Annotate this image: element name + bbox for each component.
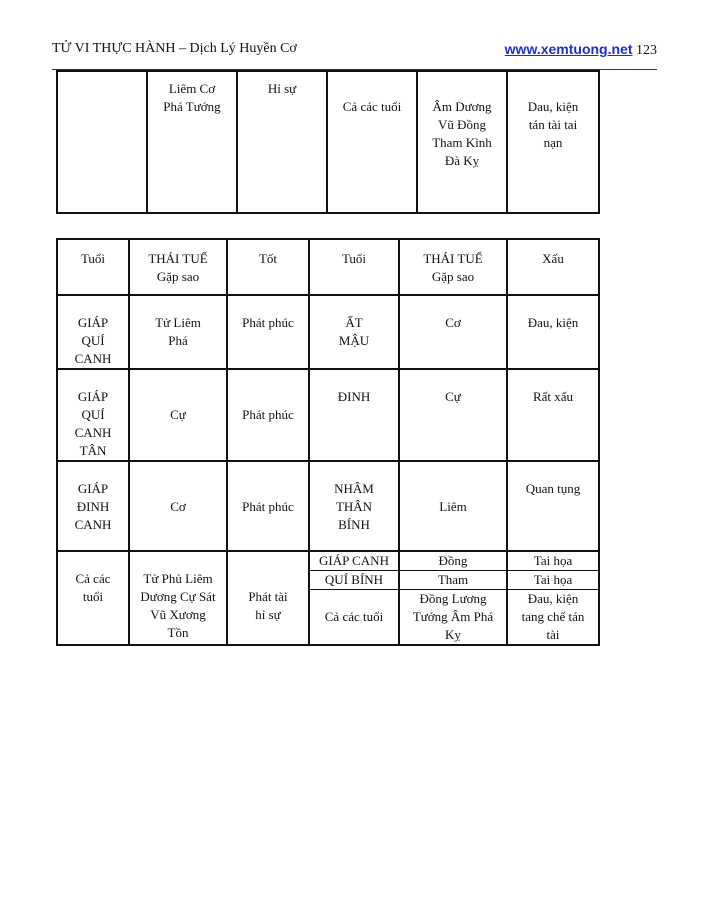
cell-good bbox=[237, 71, 327, 213]
cell-line: Liêm Cơ bbox=[168, 81, 216, 96]
cell-tot bbox=[227, 295, 309, 369]
cell-xau bbox=[507, 590, 599, 646]
cell-line: CANH bbox=[74, 517, 112, 532]
cell-line: Phát phúc bbox=[242, 407, 294, 422]
header-thai-tue-2 bbox=[399, 239, 507, 295]
cell-sao-2 bbox=[399, 369, 507, 461]
cell-tuoi bbox=[57, 295, 129, 369]
cell-tuoi bbox=[57, 369, 129, 461]
cell-sao bbox=[129, 551, 227, 645]
cell-line: TÂN bbox=[79, 443, 107, 458]
cell-line: THÂN bbox=[335, 499, 373, 514]
cell-line: Dau, kiện bbox=[527, 99, 579, 114]
cell-tuoi bbox=[57, 551, 129, 645]
cell-sao-2 bbox=[399, 295, 507, 369]
cell-stars bbox=[147, 71, 237, 213]
cell-line: Cả các bbox=[75, 571, 111, 586]
cell-line: Đồng Lương bbox=[419, 591, 487, 606]
cell-tuoi-2 bbox=[309, 295, 399, 369]
cell-line: ĐINH bbox=[337, 389, 371, 404]
table-row bbox=[57, 295, 599, 369]
cell-line: GIÁP bbox=[77, 389, 109, 404]
table-continued bbox=[56, 70, 600, 214]
cell-line: Tuổi bbox=[341, 251, 367, 266]
table-thai-tue bbox=[56, 238, 600, 646]
cell-line: Phát phúc bbox=[242, 315, 294, 330]
cell-line: GIÁP CANH bbox=[319, 553, 389, 568]
cell-line: Phát phúc bbox=[242, 499, 294, 514]
header-tot bbox=[227, 239, 309, 295]
cell-xau bbox=[507, 369, 599, 461]
header-tuoi bbox=[57, 239, 129, 295]
cell-line: tài bbox=[546, 627, 560, 642]
cell-sao-2 bbox=[399, 590, 507, 646]
cell-tot bbox=[227, 369, 309, 461]
website-link[interactable]: www.xemtuong.net bbox=[504, 41, 633, 57]
cell-line: Kỵ bbox=[445, 627, 461, 642]
cell-line: Hỉ sự bbox=[267, 81, 297, 96]
cell-line: Tai họa bbox=[533, 553, 573, 568]
table-row bbox=[57, 461, 599, 551]
cell-line: Vũ Đồng bbox=[437, 117, 487, 132]
cell-line: Cơ bbox=[170, 499, 186, 514]
cell-line: ẤT bbox=[345, 315, 363, 330]
cell-tuoi-2 bbox=[309, 369, 399, 461]
cell-line: Cơ bbox=[445, 315, 461, 330]
cell-line: Phá Tướng bbox=[163, 99, 221, 114]
cell-line: Gặp sao bbox=[156, 269, 200, 284]
cell-line: Tướng Âm Phá bbox=[412, 609, 494, 624]
cell-line: Âm Dương bbox=[432, 99, 492, 114]
cell-line: Đà Kỵ bbox=[444, 153, 480, 168]
cell-line: ĐINH bbox=[76, 499, 110, 514]
cell-sao bbox=[129, 295, 227, 369]
table-header-row bbox=[57, 239, 599, 295]
cell-line: Tử Liêm bbox=[155, 315, 201, 330]
cell-line: QUÍ bbox=[81, 333, 105, 348]
cell-line: tuổi bbox=[82, 589, 104, 604]
cell-tuoi-2 bbox=[309, 461, 399, 551]
cell-line: tán tài tai bbox=[528, 117, 578, 132]
cell-tuoi-2 bbox=[309, 590, 399, 646]
cell-line: THÁI TUẾ bbox=[148, 251, 208, 266]
cell-stars-bad bbox=[417, 71, 507, 213]
cell-line: Cự bbox=[445, 389, 461, 404]
cell-line: Gặp sao bbox=[431, 269, 475, 284]
cell-line: THÁI TUẾ bbox=[423, 251, 483, 266]
cell-line: Rất xấu bbox=[532, 389, 574, 404]
cell-line: Tốt bbox=[258, 251, 278, 266]
cell-line: Quan tụng bbox=[525, 481, 581, 496]
page-header-title: TỬ VI THỰC HÀNH – Dịch Lý Huyền Cơ bbox=[52, 41, 297, 56]
cell-line: Tồn bbox=[167, 625, 189, 640]
cell-xau bbox=[507, 461, 599, 551]
cell-line: Tham bbox=[437, 572, 469, 587]
cell-tuoi-2 bbox=[309, 571, 399, 590]
cell-line: MẬU bbox=[338, 333, 370, 348]
cell-line: Cả các tuổi bbox=[324, 609, 384, 624]
cell-line: Đồng bbox=[438, 553, 468, 568]
cell-sao-2 bbox=[399, 571, 507, 590]
cell-sao-2 bbox=[399, 551, 507, 571]
cell-line: QUÍ BÍNH bbox=[324, 572, 384, 587]
header-tuoi-2 bbox=[309, 239, 399, 295]
table-row bbox=[57, 71, 599, 213]
cell-empty bbox=[57, 71, 147, 213]
cell-line: CANH bbox=[74, 425, 112, 440]
cell-line: Xấu bbox=[542, 251, 564, 266]
header-thai-tue bbox=[129, 239, 227, 295]
cell-line: NHÂM bbox=[334, 481, 374, 496]
cell-xau bbox=[507, 571, 599, 590]
cell-tuoi-2 bbox=[309, 551, 399, 571]
cell-line: hỉ sự bbox=[255, 607, 281, 622]
cell-xau bbox=[507, 295, 599, 369]
cell-sao bbox=[129, 461, 227, 551]
cell-line: GIÁP bbox=[77, 481, 109, 496]
cell-sao-2 bbox=[399, 461, 507, 551]
cell-line: Cả các tuổi bbox=[342, 99, 402, 114]
cell-line: Tham Kình bbox=[432, 135, 492, 150]
table-row bbox=[57, 551, 599, 571]
cell-line: nạn bbox=[543, 135, 563, 150]
cell-bad bbox=[507, 71, 599, 213]
cell-line: Tử Phủ Liêm bbox=[143, 571, 213, 586]
table-row bbox=[57, 369, 599, 461]
cell-line: Đau, kiện bbox=[527, 315, 579, 330]
cell-tot bbox=[227, 461, 309, 551]
cell-line: Tai họa bbox=[533, 572, 573, 587]
cell-line: Phát tài bbox=[248, 589, 288, 604]
cell-line: CANH bbox=[74, 351, 112, 366]
cell-tot bbox=[227, 551, 309, 645]
cell-line: Liêm bbox=[439, 499, 467, 514]
cell-line: GIÁP bbox=[77, 315, 109, 330]
cell-line: QUÍ bbox=[81, 407, 105, 422]
cell-line: Cự bbox=[170, 407, 186, 422]
cell-tuoi bbox=[57, 461, 129, 551]
cell-line: Vũ Xương bbox=[150, 607, 206, 622]
header-xau bbox=[507, 239, 599, 295]
cell-line: Đau, kiện bbox=[527, 591, 579, 606]
cell-line: Tuổi bbox=[80, 251, 106, 266]
cell-line: Phá bbox=[168, 333, 188, 348]
cell-sao bbox=[129, 369, 227, 461]
cell-xau bbox=[507, 551, 599, 571]
page-number: 123 bbox=[636, 43, 657, 58]
cell-age bbox=[327, 71, 417, 213]
page-header-right bbox=[505, 41, 657, 59]
cell-line: BÍNH bbox=[338, 517, 370, 532]
cell-line: tang chế tán bbox=[521, 609, 585, 624]
cell-line: Dương Cự Sát bbox=[140, 589, 216, 604]
